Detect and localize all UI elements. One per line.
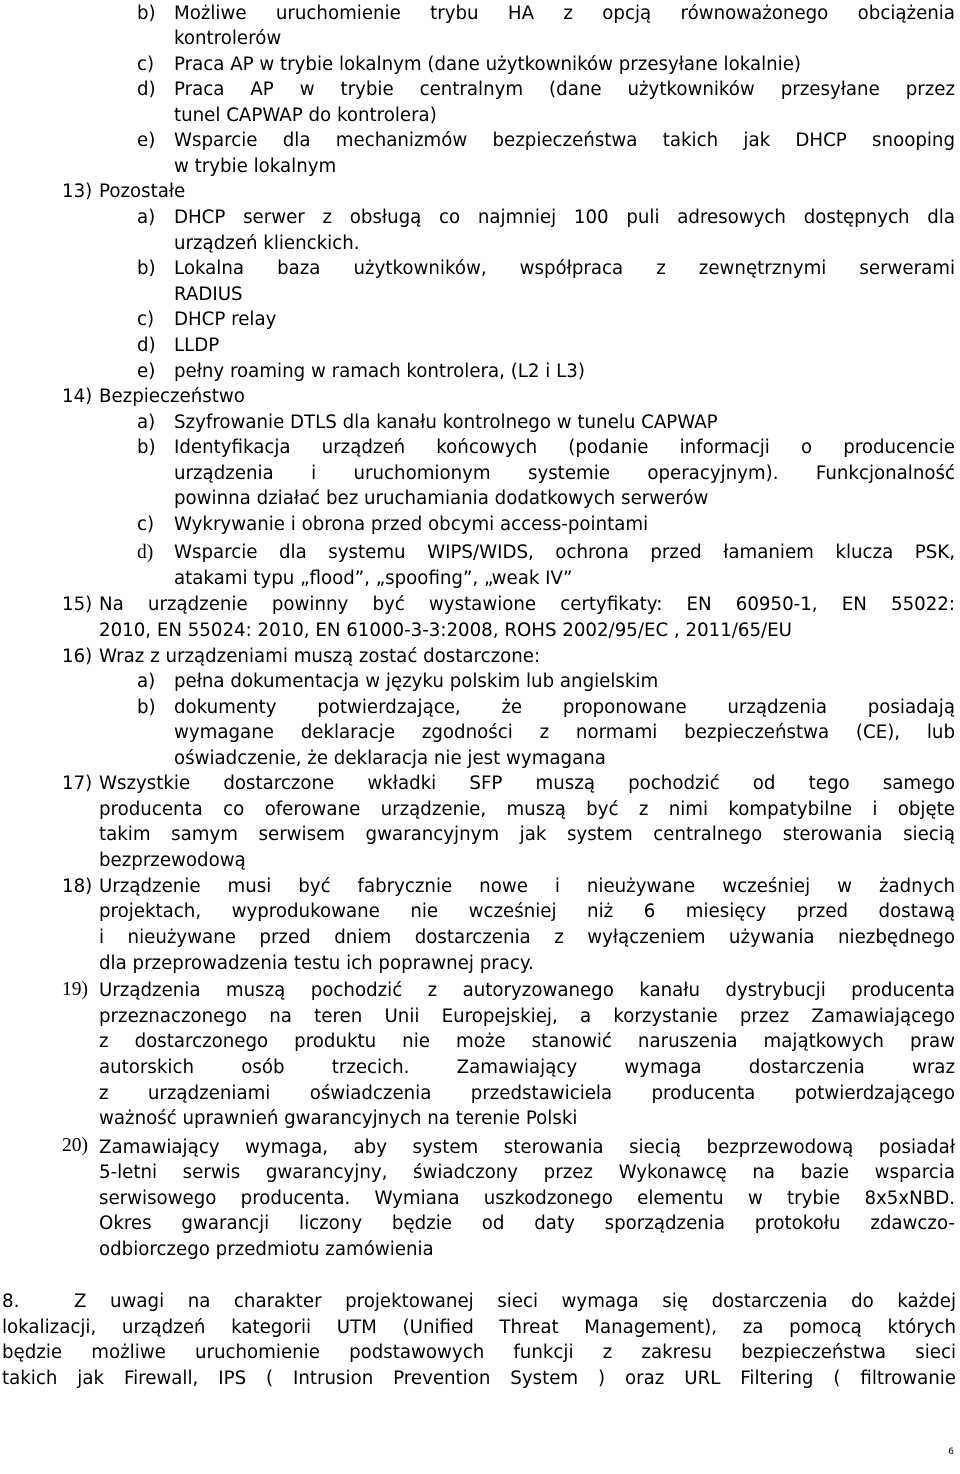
item-label: d) xyxy=(137,335,156,356)
text-line: Wsparcie dla systemu WIPS/WIDS, ochrona przed łamaniem klucza PSK, xyxy=(174,542,955,563)
item-label: a) xyxy=(137,412,156,433)
section-number: 20) xyxy=(62,1135,88,1156)
item-label: e) xyxy=(137,361,156,382)
item-label: e) xyxy=(137,130,156,151)
text-line: takich jak Firewall, IPS ( Intrusion Prevention System ) oraz URL Filtering ( filtrowanie xyxy=(2,1368,956,1389)
text-line: urządzeń klienckich. xyxy=(174,233,360,254)
section-number: 15) xyxy=(62,594,93,615)
item-label: c) xyxy=(137,309,155,330)
text-line: Z uwagi na charakter projektowanej sieci wymaga się dostarczenia do każdej xyxy=(74,1291,956,1312)
text-line: Lokalna baza użytkowników, współpraca z zewnętrznymi serwerami xyxy=(174,258,955,279)
item-label: d) xyxy=(137,79,156,100)
text-line: Szyfrowanie DTLS dla kanału kontrolnego w tunelu CAPWAP xyxy=(174,412,718,433)
section-number: 17) xyxy=(62,773,93,794)
item-label: b) xyxy=(137,437,156,458)
text-line: Na urządzenie powinny być wystawione certyfikaty: EN 60950-1, EN 55022: xyxy=(99,594,955,615)
text-line: odbiorczego przedmiotu zamówienia xyxy=(99,1239,434,1260)
text-line: oświadczenie, że deklaracja nie jest wymagana xyxy=(174,748,606,769)
text-line: pełny roaming w ramach kontrolera, (L2 i L3) xyxy=(174,361,585,382)
item-label: a) xyxy=(137,207,156,228)
text-line: serwisowego producenta. Wymiana uszkodzonego elementu w trybie 8x5xNBD. xyxy=(99,1188,955,1209)
text-line: pełna dokumentacja w języku polskim lub angielskim xyxy=(174,671,659,692)
text-line: z dostarczonego produktu nie może stanowić naruszenia majątkowych praw xyxy=(99,1031,955,1052)
text-line: takim samym serwisem gwarancyjnym jak system centralnego sterowania siecią xyxy=(99,824,955,845)
text-line: Wraz z urządzeniami muszą zostać dostarczone: xyxy=(99,646,541,667)
text-line: Okres gwarancji liczony będzie od daty sporządzenia protokołu zdawczo- xyxy=(99,1213,955,1234)
section-title: Pozostałe xyxy=(99,181,186,202)
item-label: a) xyxy=(137,671,156,692)
item-label: c) xyxy=(137,514,155,535)
section-number: 13) xyxy=(62,181,93,202)
section-number: 19) xyxy=(62,979,88,1000)
text-line: atakami typu „flood”, „spoofing”, „weak IV” xyxy=(174,568,573,589)
item-label: b) xyxy=(137,697,156,718)
text-line: DHCP relay xyxy=(174,309,277,330)
text-line: LLDP xyxy=(174,335,220,356)
text-line: powinna działać bez uruchamiania dodatkowych serwerów xyxy=(174,488,709,509)
text-line: lokalizacji, urządzeń kategorii UTM (Unified Threat Management), za pomocą których xyxy=(2,1317,956,1338)
section-number: 16) xyxy=(62,646,93,667)
text-line: bezprzewodową xyxy=(99,850,246,871)
section-number: 14) xyxy=(62,386,93,407)
text-line: projektach, wyprodukowane nie wcześniej niż 6 miesięcy przed dostawą xyxy=(99,901,955,922)
text-line: dokumenty potwierdzające, że proponowane urządzenia posiadają xyxy=(174,697,955,718)
text-line: i nieużywane przed dniem dostarczenia z wyłączeniem używania niezbędnego xyxy=(99,927,955,948)
section-title: Bezpieczeństwo xyxy=(99,386,245,407)
text-line: Wsparcie dla mechanizmów bezpieczeństwa takich jak DHCP snooping xyxy=(174,130,955,151)
text-line: Urządzenia muszą pochodzić z autoryzowanego kanału dystrybucji producenta xyxy=(99,980,955,1001)
text-line: Urządzenie musi być fabrycznie nowe i nieużywane wcześniej w żadnych xyxy=(99,876,955,897)
text-line: producenta co oferowane urządzenie, muszą być z nimi kompatybilne i objęte xyxy=(99,799,955,820)
text-line: Praca AP w trybie centralnym (dane użytkowników przesyłane przez xyxy=(174,79,955,100)
text-line: dla przeprowadzenia testu ich poprawnej pracy. xyxy=(99,953,534,974)
item-label: c) xyxy=(137,54,155,75)
item-label: d) xyxy=(137,542,154,563)
text-line: RADIUS xyxy=(174,284,243,305)
page-number: 6 xyxy=(948,1447,954,1457)
text-line: Możliwe uruchomienie trybu HA z opcją równoważonego obciążenia xyxy=(174,3,955,24)
text-line: Wszystkie dostarczone wkładki SFP muszą pochodzić od tego samego xyxy=(99,773,955,794)
text-line: przeznaczonego na teren Unii Europejskiej, a korzystanie przez Zamawiającego xyxy=(99,1006,955,1027)
text-line: autorskich osób trzecich. Zamawiający wymaga dostarczenia wraz xyxy=(99,1057,955,1078)
text-line: wymagane deklaracje zgodności z normami bezpieczeństwa (CE), lub xyxy=(174,722,955,743)
text-line: urządzenia i uruchomionym systemie operacyjnym). Funkcjonalność xyxy=(174,463,955,484)
text-line: Praca AP w trybie lokalnym (dane użytkowników przesyłane lokalnie) xyxy=(174,54,802,75)
text-line: ważność uprawnień gwarancyjnych na terenie Polski xyxy=(99,1108,578,1129)
text-line: Zamawiający wymaga, aby system sterowania siecią bezprzewodową posiadał xyxy=(99,1137,955,1158)
text-line: kontrolerów xyxy=(174,28,282,49)
text-line: w trybie lokalnym xyxy=(174,156,337,177)
item-label: b) xyxy=(137,3,156,24)
text-line: tunel CAPWAP do kontrolera) xyxy=(174,105,437,126)
text-line: 5-letni serwis gwarancyjny, świadczony przez Wykonawcę na bazie wsparcia xyxy=(99,1162,955,1183)
text-line: 2010, EN 55024: 2010, EN 61000-3-3:2008, ROHS 2002/95/EC , 2011/65/EU xyxy=(99,620,792,641)
text-line: DHCP serwer z obsługą co najmniej 100 puli adresowych dostępnych dla xyxy=(174,207,955,228)
text-line: Wykrywanie i obrona przed obcymi access-pointami xyxy=(174,514,649,535)
section-number: 18) xyxy=(62,876,93,897)
text-line: będzie możliwe uruchomienie podstawowych funkcji z zakresu bezpieczeństwa sieci xyxy=(2,1342,956,1363)
text-line: z urządzeniami oświadczenia przedstawiciela producenta potwierdzającego xyxy=(99,1083,955,1104)
item-label: b) xyxy=(137,258,156,279)
paragraph-number: 8. xyxy=(2,1291,20,1312)
text-line: Identyfikacja urządzeń końcowych (podanie informacji o producencie xyxy=(174,437,955,458)
